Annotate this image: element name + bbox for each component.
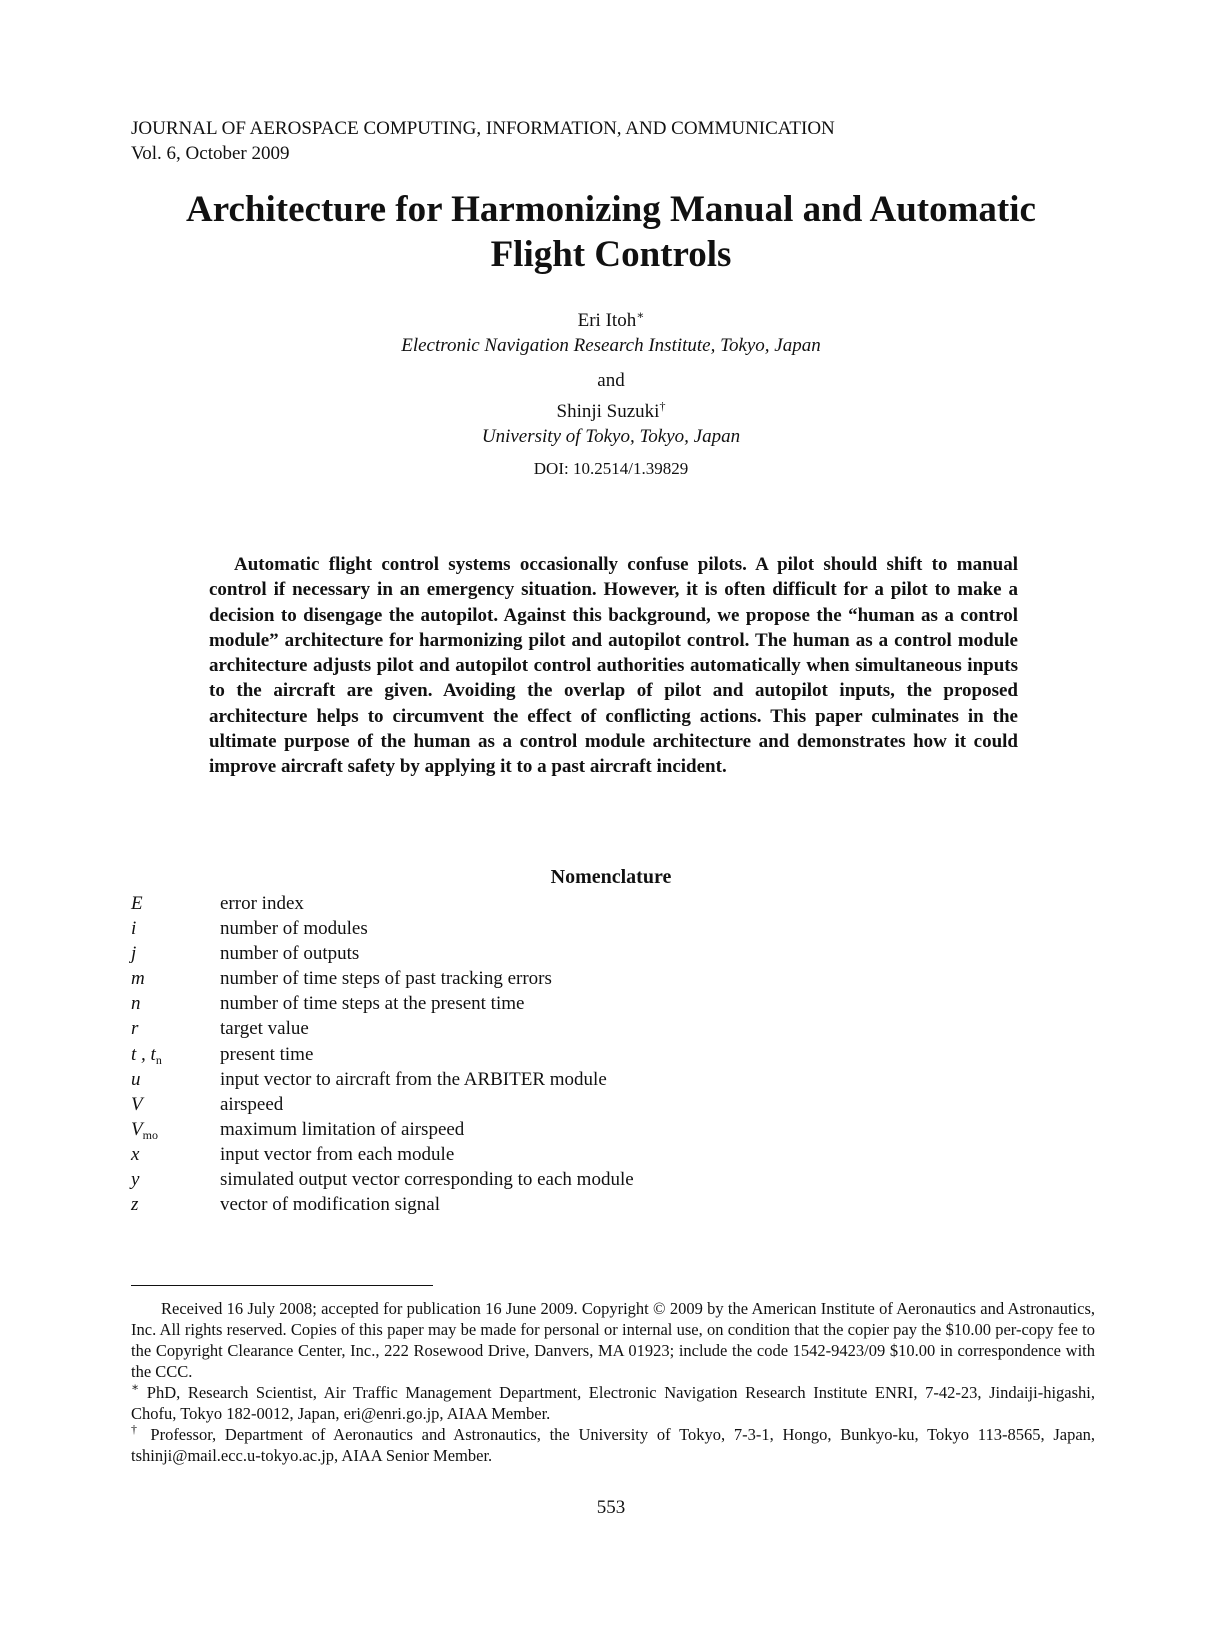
nomenclature-row	[131, 1067, 1031, 1092]
author-2-name: Shinji Suzuki	[556, 401, 660, 422]
nomenclature-definition: input vector from each module	[220, 1143, 455, 1165]
nomenclature-symbol: x	[131, 1143, 140, 1165]
nomenclature-definition: number of outputs	[220, 943, 360, 965]
nomenclature-definition: airspeed	[220, 1093, 284, 1115]
footnote-divider	[131, 1285, 433, 1286]
nomenclature-definition: simulated output vector corresponding to each module	[220, 1169, 634, 1191]
nomenclature-symbol: n	[131, 993, 141, 1015]
nomenclature-symbol: $V_{mo}$	[131, 1118, 158, 1142]
nomenclature-row	[131, 941, 1031, 966]
journal-name: JOURNAL OF AEROSPACE COMPUTING, INFORMATION, AND COMMUNICATION	[131, 118, 835, 139]
footnote-author-2-text: Professor, Department of Aeronautics and Astronautics, the University of Tokyo, 7-3-1, Hongo, Bunkyo-ku, Tokyo 113-8565, Japan, tshinji@mail.ecc.u-tokyo.ac.jp, AIAA Senior Member.	[131, 1425, 1096, 1465]
nomenclature-row	[131, 1117, 1031, 1142]
nomenclature-row	[131, 991, 1031, 1016]
nomenclature-symbol: u	[131, 1068, 141, 1090]
author-2-affiliation: University of Tokyo, Tokyo, Japan	[481, 426, 741, 447]
nomenclature-definition: vector of modification signal	[220, 1194, 441, 1216]
author-1	[131, 308, 1091, 333]
author-2-mark: †	[659, 399, 666, 413]
author-1-name: Eri Itoh	[577, 310, 637, 331]
nomenclature-symbol: j	[131, 943, 137, 965]
journal-volume: Vol. 6, October 2009	[131, 143, 290, 164]
nomenclature-symbol: r	[131, 1018, 139, 1040]
nomenclature-definition: error index	[220, 893, 304, 914]
nomenclature-definition: input vector to aircraft from the ARBITER module	[220, 1068, 607, 1090]
nomenclature-definition: number of time steps at the present time	[220, 993, 525, 1015]
footnote-received: Received 16 July 2008; accepted for publication 16 June 2009. Copyright © 2009 by the American Institute of Aeronautics and Astronautics, Inc. All rights reserved. Copies of this paper may be made for personal or internal use, on condition that the copier pay the $10.00 per-copy fee to the Copyright Clearance Center, Inc., 222 Rosewood Drive, Danvers, MA 01923; include the code 1542-9423/09 $10.00 in correspondence with the CCC.	[131, 1299, 1095, 1381]
author-1-block	[131, 308, 1091, 358]
footnote-author-1-mark: ∗	[131, 1380, 140, 1394]
author-1-affiliation: Electronic Navigation Research Institute, Tokyo, Japan	[401, 335, 821, 356]
footnote-author-1	[131, 1382, 1095, 1424]
nomenclature-row	[131, 891, 1031, 916]
nomenclature-row	[131, 1016, 1031, 1041]
footnotes	[131, 1298, 1095, 1466]
nomenclature-definition: number of modules	[220, 918, 368, 940]
nomenclature-definition: maximum limitation of airspeed	[220, 1118, 465, 1140]
nomenclature-row	[131, 1042, 1031, 1067]
nomenclature-row	[131, 1142, 1031, 1167]
nomenclature-symbol: t , $t_n$	[131, 1043, 162, 1067]
nomenclature-row	[131, 966, 1031, 991]
nomenclature-definition: target value	[220, 1018, 309, 1040]
nomenclature-symbol: z	[131, 1194, 139, 1216]
abstract: Automatic flight control systems occasionally confuse pilots. A pilot should shift to manual control if necessary in an emergency situation. However, it is often difficult for a pilot to make a decision to disengage the autopilot. Against this background, we propose the “human as a control module” architecture for harmonizing pilot and autopilot control. The human as a control module architecture adjusts pilot and autopilot control authorities automatically when simultaneous inputs to the aircraft are given. Avoiding the overlap of pilot and autopilot inputs, the proposed architecture helps to circumvent the effect of conflicting actions. This paper culminates in the ultimate purpose of the human as a control module architecture and demonstrates how it could improve aircraft safety by applying it to a past aircraft incident.	[209, 554, 1018, 778]
footnote-author-1-text: PhD, Research Scientist, Air Traffic Management Department, Electronic Navigation Research Institute ENRI, 7-42-23, Jindaiji-higashi, Chofu, Tokyo 182-0012, Japan, eri@enri.go.jp, AIAA Member.	[131, 1383, 1095, 1423]
nomenclature-row	[131, 1092, 1031, 1117]
nomenclature-symbol: E	[131, 893, 143, 914]
title-line-1: Architecture for Harmonizing Manual and Automatic	[186, 189, 1036, 230]
nomenclature-symbol: y	[131, 1169, 140, 1191]
title-line-2: Flight Controls	[490, 234, 732, 275]
paper-title	[131, 187, 1091, 277]
footnote-author-2	[131, 1424, 1095, 1466]
doi: DOI: 10.2514/1.39829	[533, 459, 689, 478]
nomenclature-symbol: V	[131, 1093, 143, 1115]
nomenclature-definition: present time	[220, 1043, 314, 1065]
nomenclature-row	[131, 1192, 1031, 1217]
nomenclature-definition: number of time steps of past tracking errors	[220, 968, 552, 990]
nomenclature-symbol: i	[131, 918, 137, 940]
nomenclature-list	[131, 891, 1031, 1217]
nomenclature-row	[131, 1167, 1031, 1192]
page-number: 553	[596, 1497, 626, 1518]
author-2-block	[131, 399, 1091, 449]
author-conjunction: and	[597, 370, 625, 391]
author-2	[131, 399, 1091, 424]
journal-header	[131, 116, 1091, 166]
nomenclature-heading: Nomenclature	[550, 866, 672, 888]
author-1-mark: ∗	[636, 308, 645, 322]
nomenclature-row	[131, 916, 1031, 941]
footnote-author-2-mark: †	[131, 1422, 142, 1436]
nomenclature-symbol: m	[131, 968, 145, 990]
